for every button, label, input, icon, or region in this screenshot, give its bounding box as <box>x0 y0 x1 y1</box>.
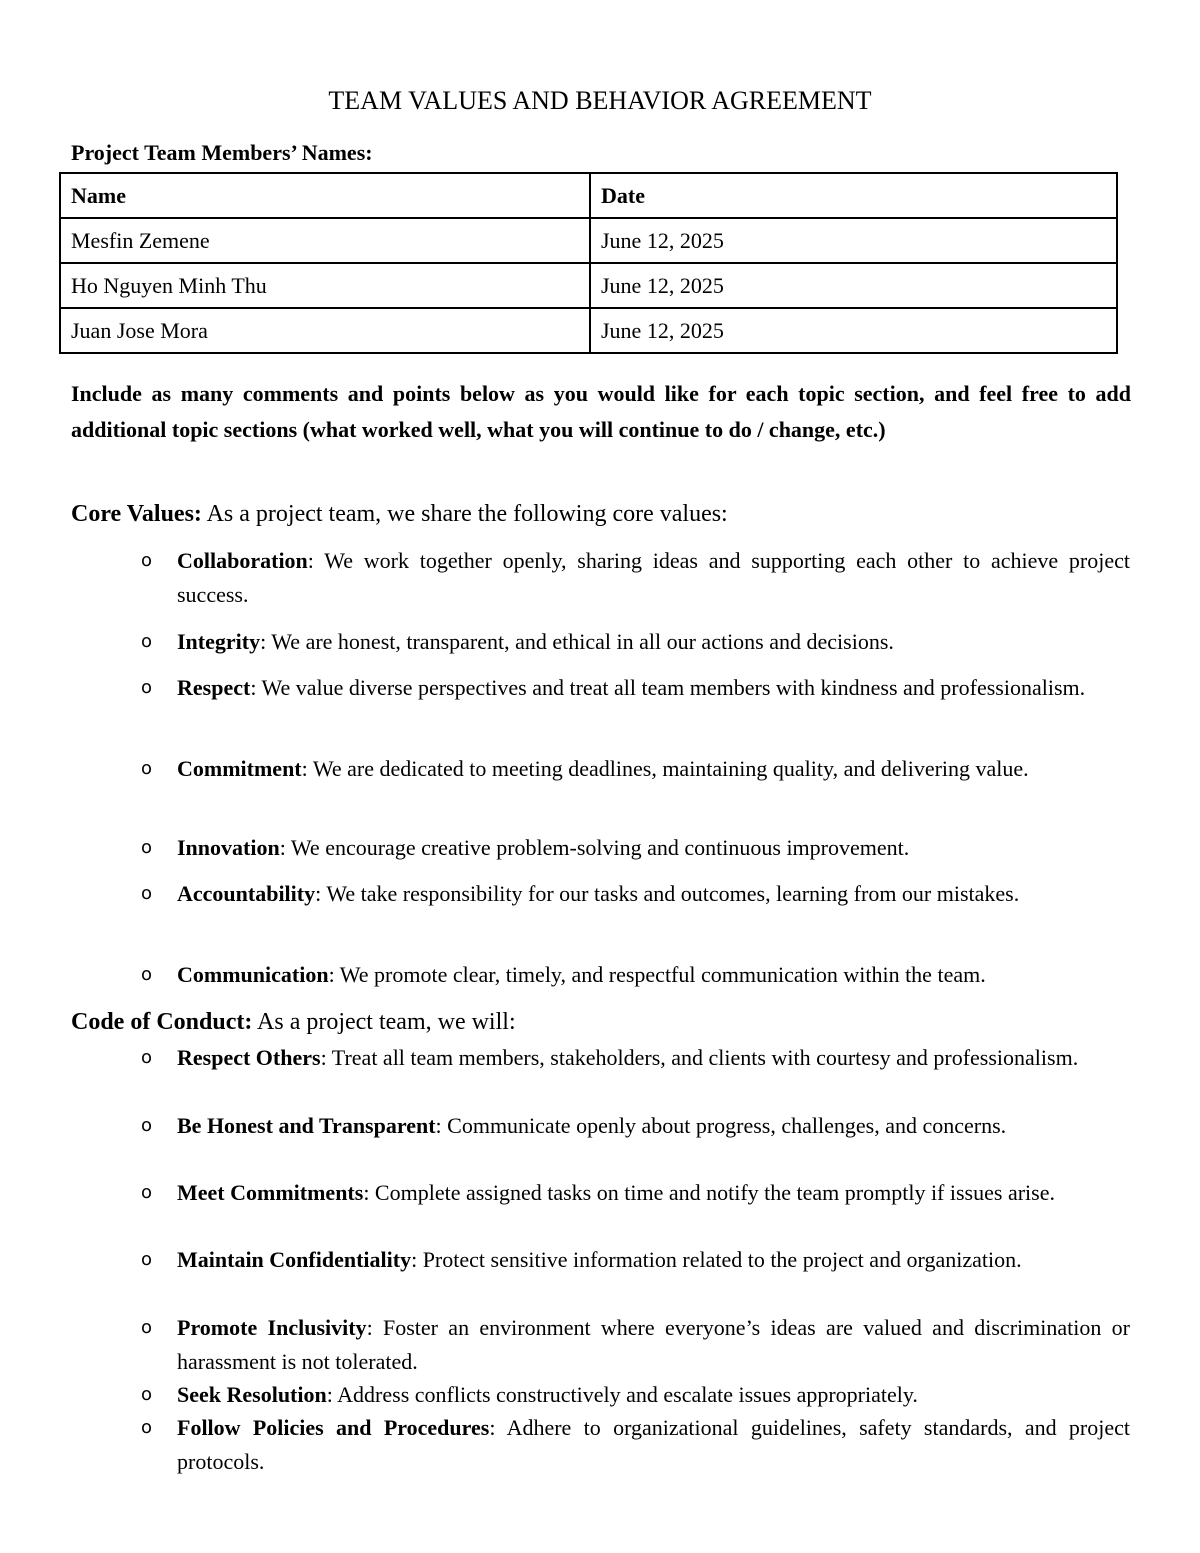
bullet-marker: o <box>141 1417 153 1438</box>
list-item-text: : We are honest, transparent, and ethical in all our actions and decisions. <box>260 629 894 654</box>
list-item <box>141 877 1130 911</box>
list-item-term: Communication <box>177 962 329 987</box>
member-name: Ho Nguyen Minh Thu <box>60 263 590 308</box>
bullet-marker: o <box>141 758 153 779</box>
table-header-row <box>60 173 1117 218</box>
list-item-term: Meet Commitments <box>177 1180 364 1205</box>
list-item-text: : Address conflicts constructively and escalate issues appropriately. <box>326 1382 918 1407</box>
list-item-term: Maintain Confidentiality <box>177 1247 412 1272</box>
core-values-intro <box>71 498 728 530</box>
bullet-marker: o <box>141 883 153 904</box>
list-item-term: Innovation <box>177 835 280 860</box>
list-item-term: Accountability <box>177 881 316 906</box>
bullet-marker: o <box>141 1047 153 1068</box>
table-row <box>60 218 1117 263</box>
bullet-marker: o <box>141 1317 153 1338</box>
list-item-term: Respect <box>177 675 251 700</box>
list-item-text: : We encourage creative problem-solving and continuous improvement. <box>279 835 910 860</box>
bullet-marker: o <box>141 1249 153 1270</box>
code-of-conduct-intro <box>71 1006 516 1038</box>
list-item <box>141 1311 1130 1379</box>
list-item-term: Collaboration <box>177 548 308 573</box>
instructions-paragraph: Include as many comments and points below as you would like for each topic section, and feel free to add additional topic sections (what worked well, what you will continue to do / change, etc.) <box>71 381 1131 442</box>
bullet-marker: o <box>141 837 153 858</box>
table-row <box>60 308 1117 353</box>
bullet-marker: o <box>141 550 153 571</box>
list-item-text: : Treat all team members, stakeholders, and clients with courtesy and professionalism. <box>320 1045 1079 1070</box>
list-item-term: Commitment <box>177 756 302 781</box>
list-item-text: : Complete assigned tasks on time and notify the team promptly if issues arise. <box>363 1180 1055 1205</box>
list-item <box>141 831 1130 865</box>
table-row <box>60 263 1117 308</box>
bullet-marker: o <box>141 631 153 652</box>
list-item-text: : We value diverse perspectives and treat all team members with kindness and professionalism. <box>250 675 1086 700</box>
list-item <box>141 1041 1130 1075</box>
list-item-text: : We work together openly, sharing ideas and supporting each other to achieve project success. <box>177 548 1130 607</box>
list-item-text: : We are dedicated to meeting deadlines, maintaining quality, and delivering value. <box>301 756 1029 781</box>
list-item-text: : We promote clear, timely, and respectful communication within the team. <box>328 962 986 987</box>
list-item <box>141 1411 1130 1479</box>
list-item <box>141 1109 1130 1143</box>
member-date: June 12, 2025 <box>590 308 1117 353</box>
code-of-conduct-heading: Code of Conduct: <box>71 1009 253 1035</box>
list-item-term: Seek Resolution <box>177 1382 327 1407</box>
code-of-conduct-intro-text: As a project team, we will: <box>252 1009 516 1035</box>
list-item-term: Be Honest and Transparent <box>177 1113 436 1138</box>
list-item-text: : We take responsibility for our tasks and outcomes, learning from our mistakes. <box>315 881 1020 906</box>
bullet-marker: o <box>141 1384 153 1405</box>
list-item <box>141 671 1130 705</box>
column-header-name: Name <box>60 173 590 218</box>
members-table <box>59 172 1118 354</box>
member-date: June 12, 2025 <box>590 218 1117 263</box>
members-label: Project Team Members’ Names: <box>71 140 373 165</box>
bullet-marker: o <box>141 677 153 698</box>
list-item-text: : Adhere to organizational guidelines, safety standards, and project protocols. <box>177 1415 1130 1474</box>
list-item <box>141 1378 1130 1412</box>
list-item <box>141 1243 1130 1277</box>
bullet-marker: o <box>141 1182 153 1203</box>
list-item <box>141 958 1130 992</box>
core-values-heading: Core Values: <box>71 501 202 527</box>
list-item-term: Promote Inclusivity <box>177 1315 367 1340</box>
list-item <box>141 1176 1130 1210</box>
list-item-text: : Communicate openly about progress, challenges, and concerns. <box>435 1113 1007 1138</box>
list-item-term: Integrity <box>177 629 261 654</box>
document-title: TEAM VALUES AND BEHAVIOR AGREEMENT <box>328 86 872 115</box>
member-date: June 12, 2025 <box>590 263 1117 308</box>
list-item-text: : Protect sensitive information related to the project and organization. <box>411 1247 1022 1272</box>
member-name: Juan Jose Mora <box>60 308 590 353</box>
list-item <box>141 752 1130 786</box>
core-values-intro-text: As a project team, we share the following core values: <box>201 501 728 527</box>
list-item <box>141 625 1130 659</box>
bullet-marker: o <box>141 964 153 985</box>
member-name: Mesfin Zemene <box>60 218 590 263</box>
list-item-term: Respect Others <box>177 1045 321 1070</box>
list-item-term: Follow Policies and Procedures <box>177 1415 490 1440</box>
column-header-date: Date <box>590 173 1117 218</box>
list-item <box>141 544 1130 612</box>
list-item-text: : Foster an environment where everyone’s ideas are valued and discrimination or harassment is not tolerated. <box>177 1315 1130 1374</box>
bullet-marker: o <box>141 1115 153 1136</box>
